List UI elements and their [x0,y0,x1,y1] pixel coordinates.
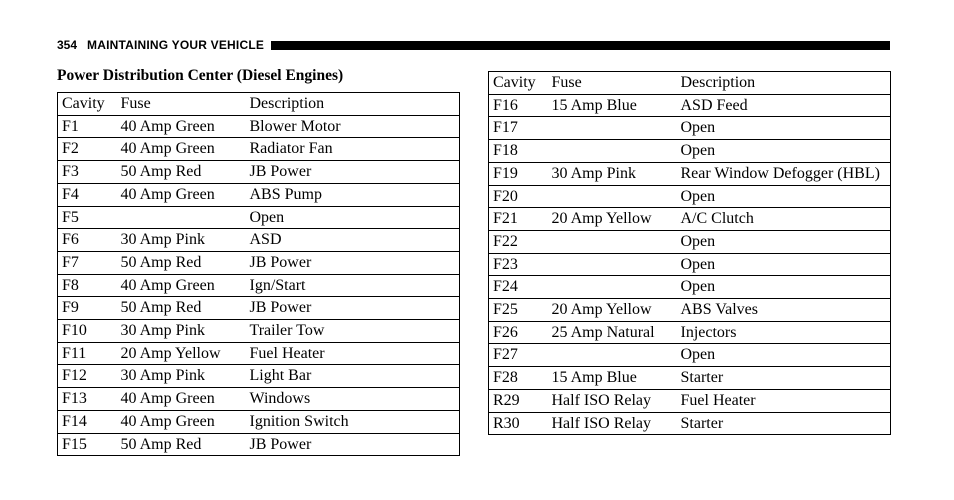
fuse-cell: 50 Amp Red [121,433,250,456]
description-cell: Rear Window Defogger (HBL) [681,162,891,185]
fuse-cell [552,253,681,276]
fuse-cell: 15 Amp Blue [552,367,681,390]
description-cell: Blower Motor [250,115,460,138]
table-row [58,183,460,206]
fuse-cell: Half ISO Relay [552,412,681,435]
table-row [58,229,460,252]
cavity-cell: F15 [58,433,121,456]
cavity-cell: R29 [489,389,552,412]
description-cell: Fuel Heater [681,389,891,412]
fuse-cell: 40 Amp Green [121,138,250,161]
column-header-cavity: Cavity [58,93,121,116]
cavity-cell: F26 [489,321,552,344]
fuse-cell: 40 Amp Green [121,274,250,297]
cavity-cell: F23 [489,253,552,276]
table-row [58,342,460,365]
cavity-cell: F25 [489,299,552,322]
description-cell: JB Power [250,161,460,184]
fuse-cell: 30 Amp Pink [121,229,250,252]
table-row [489,208,891,231]
table-row [489,276,891,299]
description-cell: Open [681,117,891,140]
fuse-cell: 20 Amp Yellow [552,299,681,322]
description-cell: Injectors [681,321,891,344]
cavity-cell: F11 [58,342,121,365]
description-cell: A/C Clutch [681,208,891,231]
fuse-cell [552,344,681,367]
cavity-cell: F27 [489,344,552,367]
fuse-cell: 30 Amp Pink [552,162,681,185]
description-cell: ABS Pump [250,183,460,206]
cavity-cell: F24 [489,276,552,299]
table-row [489,185,891,208]
description-cell: JB Power [250,297,460,320]
table-row [489,253,891,276]
fuse-cell: 50 Amp Red [121,297,250,320]
fuse-table-left-body [58,115,460,456]
description-cell: Open [681,344,891,367]
description-cell: Open [681,276,891,299]
page-header [57,37,890,53]
cavity-cell: F1 [58,115,121,138]
cavity-cell: F14 [58,410,121,433]
description-cell: JB Power [250,433,460,456]
header-rule [271,41,890,50]
cavity-cell: F4 [58,183,121,206]
cavity-cell: R30 [489,412,552,435]
fuse-table-right [488,71,891,435]
cavity-cell: F17 [489,117,552,140]
fuse-cell: Half ISO Relay [552,389,681,412]
cavity-cell: F16 [489,94,552,117]
table-row [58,388,460,411]
description-cell: Open [681,230,891,253]
fuse-cell: 40 Amp Green [121,388,250,411]
cavity-cell: F7 [58,251,121,274]
fuse-cell: 20 Amp Yellow [552,208,681,231]
cavity-cell: F18 [489,140,552,163]
table-row [58,251,460,274]
table-row [58,206,460,229]
description-cell: Starter [681,412,891,435]
description-cell: Open [681,185,891,208]
table-caption: Power Distribution Center (Diesel Engines) [57,67,344,84]
description-cell: Radiator Fan [250,138,460,161]
table-row [489,367,891,390]
cavity-cell: F5 [58,206,121,229]
description-cell: Open [250,206,460,229]
fuse-cell: 20 Amp Yellow [121,342,250,365]
fuse-cell: 30 Amp Pink [121,365,250,388]
fuse-cell: 50 Amp Red [121,161,250,184]
table-row [58,161,460,184]
table-row [58,433,460,456]
table-row [489,389,891,412]
description-cell: Trailer Tow [250,320,460,343]
fuse-cell: 40 Amp Green [121,115,250,138]
table-row [58,297,460,320]
fuse-cell: 40 Amp Green [121,183,250,206]
table-header-row [58,93,460,116]
table-row [489,140,891,163]
section-title: MAINTAINING YOUR VEHICLE [87,38,265,52]
table-row [58,410,460,433]
description-cell: Fuel Heater [250,342,460,365]
cavity-cell: F8 [58,274,121,297]
table-row [489,94,891,117]
table-header-row [489,72,891,95]
description-cell: Ign/Start [250,274,460,297]
description-cell: ABS Valves [681,299,891,322]
fuse-table-left [57,92,460,456]
table-row [489,344,891,367]
description-cell: ASD [250,229,460,252]
column-header-description: Description [250,93,460,116]
fuse-cell [552,276,681,299]
table-row [58,365,460,388]
cavity-cell: F2 [58,138,121,161]
cavity-cell: F10 [58,320,121,343]
cavity-cell: F13 [58,388,121,411]
table-row [489,321,891,344]
description-cell: Windows [250,388,460,411]
fuse-cell: 15 Amp Blue [552,94,681,117]
fuse-cell: 30 Amp Pink [121,320,250,343]
fuse-cell: 50 Amp Red [121,251,250,274]
cavity-cell: F3 [58,161,121,184]
description-cell: ASD Feed [681,94,891,117]
fuse-table-right-body [489,94,891,435]
column-header-description: Description [681,72,891,95]
column-header-cavity: Cavity [489,72,552,95]
fuse-cell [552,230,681,253]
cavity-cell: F6 [58,229,121,252]
fuse-cell [552,117,681,140]
table-row [489,162,891,185]
cavity-cell: F12 [58,365,121,388]
cavity-cell: F9 [58,297,121,320]
page-number: 354 [57,38,78,52]
table-row [489,117,891,140]
table-row [58,115,460,138]
fuse-cell [552,185,681,208]
column-header-fuse: Fuse [121,93,250,116]
table-row [489,412,891,435]
cavity-cell: F21 [489,208,552,231]
fuse-cell: 40 Amp Green [121,410,250,433]
table-row [489,299,891,322]
description-cell: Ignition Switch [250,410,460,433]
table-row [489,230,891,253]
table-row [58,320,460,343]
fuse-cell [552,140,681,163]
description-cell: JB Power [250,251,460,274]
cavity-cell: F19 [489,162,552,185]
description-cell: Open [681,140,891,163]
cavity-cell: F28 [489,367,552,390]
cavity-cell: F22 [489,230,552,253]
fuse-cell [121,206,250,229]
fuse-cell: 25 Amp Natural [552,321,681,344]
table-row [58,138,460,161]
cavity-cell: F20 [489,185,552,208]
description-cell: Light Bar [250,365,460,388]
column-header-fuse: Fuse [552,72,681,95]
table-row [58,274,460,297]
description-cell: Open [681,253,891,276]
description-cell: Starter [681,367,891,390]
